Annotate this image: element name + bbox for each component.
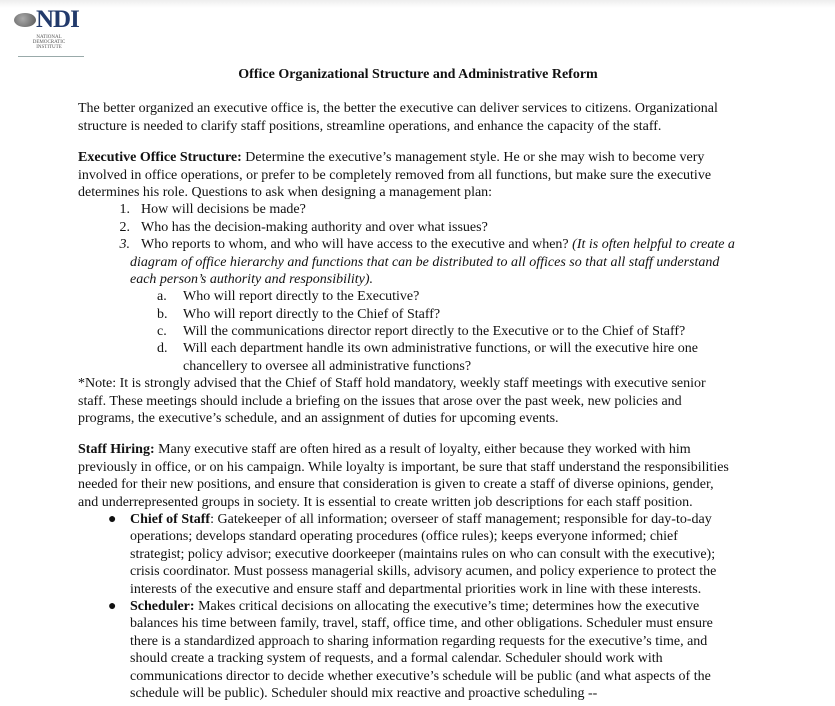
- bullet-icon: ●: [108, 512, 117, 527]
- logo-rule: [18, 56, 84, 57]
- text-line: chancellery to oversee all administrative functions?: [183, 358, 472, 374]
- list-item: 1. How will decisions be made?: [119, 202, 306, 218]
- list-item: ● Scheduler: Makes critical decisions on allocating the executive’s time; determines how the executive: [78, 598, 778, 615]
- list-item: ● Chief of Staff: Gatekeeper of all information; overseer of staff management; responsible for day-to-day: [78, 511, 778, 528]
- bullet-icon: ●: [108, 598, 117, 614]
- text-line: operations; develops standard operating procedures (office rules); keeps everyone informed; chief: [130, 529, 678, 545]
- text-line: each person’s authority and responsibility).: [130, 271, 374, 287]
- list-item: d. Will each department handle its own administrative functions, or will the executive hire one: [157, 341, 698, 357]
- text-line: communications director to decide whether executive’s schedule will be public (and what aspects of the: [130, 668, 711, 684]
- section-heading: Executive Office Structure:: [78, 150, 242, 166]
- text-line: previously in office, or on his campaign. While loyalty is important, be sure that staff understand the responsibilities: [78, 459, 729, 475]
- text-line: programs, the executive’s schedule, and an assignment of duties for upcoming events.: [78, 411, 559, 427]
- text-line: diagram of office hierarchy and functions that can be distributed to all offices so that all staff understand: [130, 254, 720, 270]
- ndi-logo: [2, 8, 87, 58]
- questions-list: [78, 201, 778, 288]
- globe-icon: [14, 13, 36, 27]
- text-line: staff. These meetings should include a briefing on the issues that arose over the past week, new policies and: [78, 393, 682, 409]
- document-title: Office Organizational Structure and Administrative Reform: [238, 67, 598, 82]
- list-item: 2. Who has the decision-making authority and over what issues?: [119, 219, 488, 235]
- text-line: crisis coordinator. Must possess managerial skills, advisory acumen, and policy experience to protect the: [130, 564, 717, 580]
- text-line: should create a tracking system of requests, and a formal calendar. Scheduler should work with: [130, 651, 663, 667]
- intro-paragraph: [78, 100, 778, 135]
- text-line: balances his time between family, travel, staff, office time, and other obligations. Scheduler must ensure: [130, 616, 713, 632]
- text-line: Determine the executive’s management style. He or she may wish to become very: [241, 150, 705, 166]
- text-line: strategist; policy advisor; executive doorkeeper (maintains rules on who can consult with the executive);: [130, 546, 716, 562]
- list-item: 3. Who reports to whom, and who will have access to the executive and when? (It is often helpful to create a: [119, 237, 735, 253]
- logo-text: NDI: [36, 6, 79, 33]
- list-item: a. Who will report directly to the Executive?: [157, 289, 420, 305]
- document-body: [78, 66, 778, 702]
- text-line: schedule will be public). Scheduler should mix reactive and proactive scheduling --: [130, 685, 598, 701]
- text-line: there is a standardized approach to sharing information regarding requests for the executive’s time, and: [130, 633, 708, 649]
- text-line: determines his role. Questions to ask when designing a management plan:: [78, 184, 493, 200]
- roles-list: [78, 511, 778, 702]
- text-line: The better organized an executive office is, the better the executive can deliver services to citizens. Organizational: [78, 101, 718, 117]
- text-line: structure is needed to clarify staff positions, streamline operations, and enhance the capacity of the staff.: [78, 118, 662, 134]
- text-line: *Note: It is strongly advised that the Chief of Staff hold mandatory, weekly staff meetings with executive senior: [78, 376, 706, 392]
- executive-structure-paragraph: [78, 149, 778, 201]
- list-item: c. Will the communications director report directly to the Executive or to the Chief of Staff?: [157, 324, 686, 340]
- note-paragraph: [78, 375, 778, 427]
- subquestions-list: [78, 288, 778, 375]
- logo-subtitle: NATIONAL DEMOCRATIC INSTITUTE: [32, 35, 66, 50]
- text-line: needed for their new positions, and ensure that consideration is given to create a staff of diverse opinions, gender,: [78, 477, 714, 493]
- section-heading: Staff Hiring:: [78, 442, 155, 458]
- staff-hiring-paragraph: Staff Hiring: Many executive staff are often hired as a result of loyalty, either because they worked with him previously in office, or on his campaign. While loyalty is important, be sure that staff understand the responsibilities needed for their new positions, and ensure that consideration is given to create a staff of diverse opinions, gender, and underrepresented groups in society. It is essential to create written job descriptions for each staff position.: [78, 441, 778, 511]
- text-line: and underrepresented groups in society. It is essential to create written job descriptions for each staff position.: [78, 494, 693, 510]
- text-line: involved in office operations, or prefer to be completely removed from all functions, but make sure the executive: [78, 167, 712, 183]
- page-top-shadow: [0, 0, 835, 8]
- text-line: interests of the executive and ensure staff and departmental priorities work in line with these interests.: [130, 581, 702, 597]
- list-item: b. Who will report directly to the Chief of Staff?: [157, 306, 441, 322]
